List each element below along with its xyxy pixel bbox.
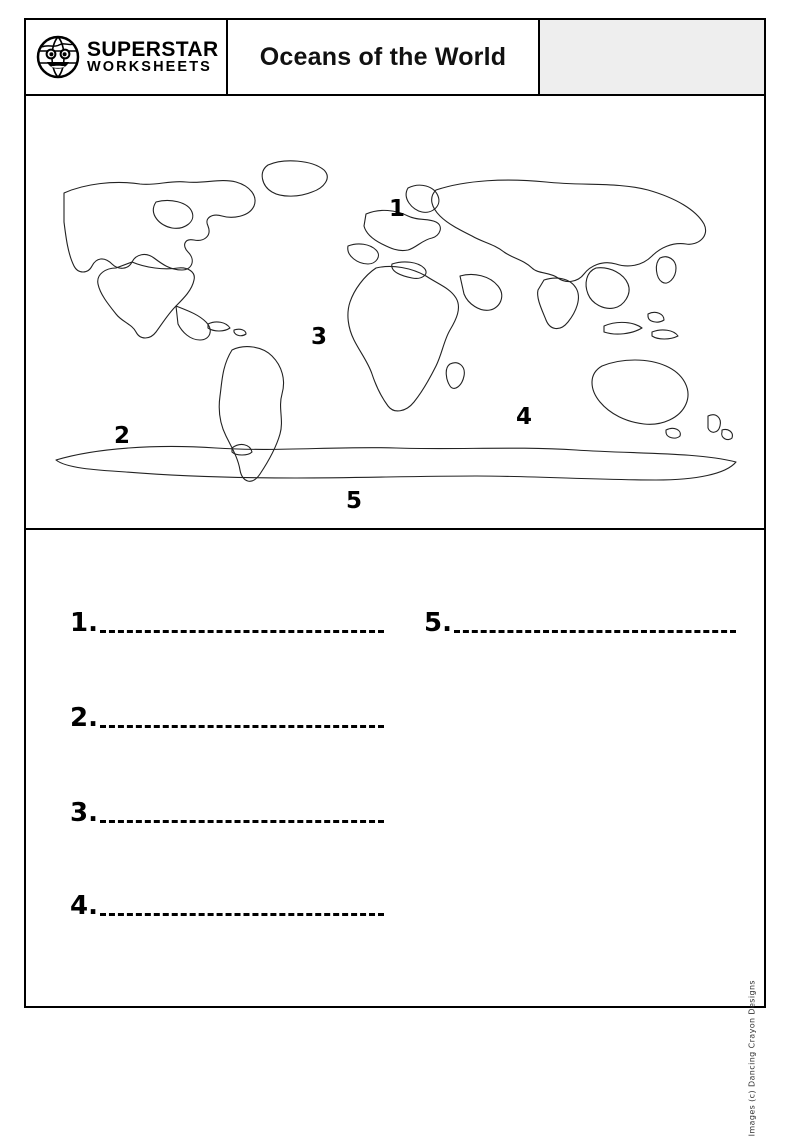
map-label-1: 1	[389, 196, 406, 222]
map-label-2: 2	[114, 423, 131, 449]
brand-name-line1: SUPERSTAR	[87, 37, 219, 61]
worksheet-border	[24, 18, 766, 1136]
map-panel	[26, 96, 764, 530]
brand-logo	[26, 20, 228, 94]
answer-blank-3[interactable]	[100, 820, 384, 823]
answer-blank-4[interactable]	[100, 913, 384, 916]
answer-item-2[interactable]	[70, 705, 384, 731]
answer-number-2: 2.	[70, 703, 98, 733]
globe-smiley-icon	[36, 35, 80, 79]
answer-panel	[26, 530, 764, 1136]
answer-item-1[interactable]	[70, 610, 384, 636]
image-credit: Images (c) Dancing Crayon Designs	[747, 980, 756, 1136]
map-label-3: 3	[311, 324, 328, 350]
worksheet-header	[26, 20, 764, 96]
map-label-4: 4	[516, 404, 533, 430]
brand-name-line2: WORKSHEETS	[87, 59, 212, 76]
brand-logo-text	[87, 39, 219, 75]
world-map-outline	[36, 118, 756, 488]
answer-number-5: 5.	[424, 608, 452, 638]
answer-blank-5[interactable]	[454, 630, 736, 633]
answer-number-4: 4.	[70, 891, 98, 921]
answer-number-1: 1.	[70, 608, 98, 638]
answer-item-4[interactable]	[70, 893, 384, 919]
map-label-5: 5	[346, 488, 363, 514]
header-name-box[interactable]	[540, 20, 764, 94]
answer-blank-1[interactable]	[100, 630, 384, 633]
answer-blank-2[interactable]	[100, 725, 384, 728]
worksheet-title	[228, 20, 540, 94]
answer-item-5[interactable]	[424, 610, 736, 636]
answer-number-3: 3.	[70, 798, 98, 828]
worksheet-title-text: Oceans of the World	[259, 43, 507, 71]
answer-item-3[interactable]	[70, 800, 384, 826]
